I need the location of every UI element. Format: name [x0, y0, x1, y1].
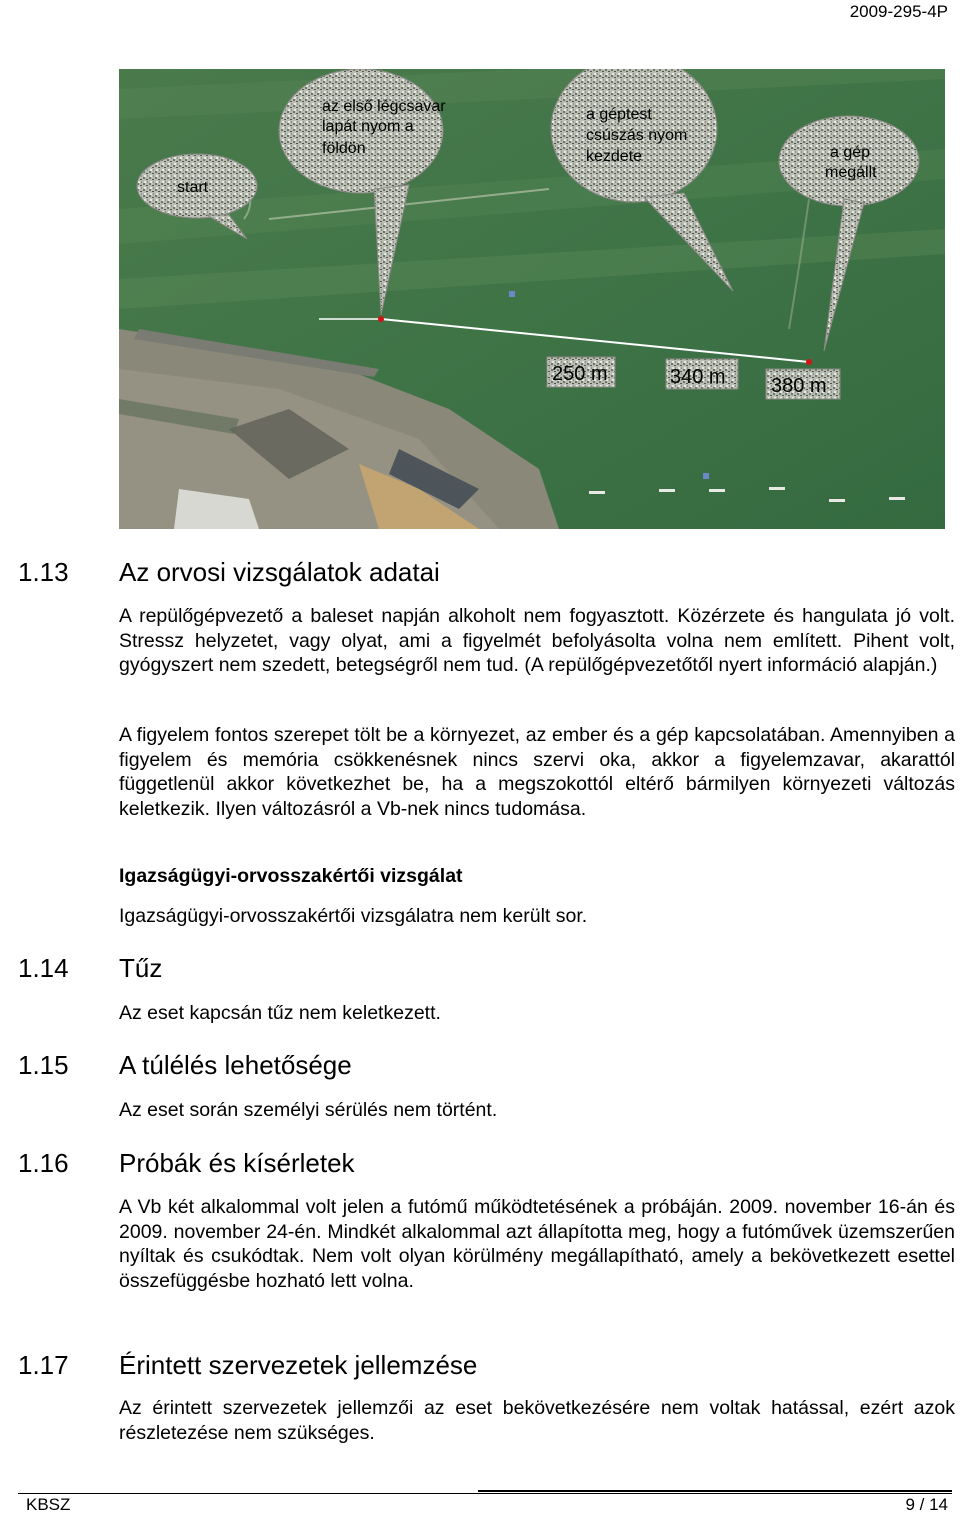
section-number-1-13: 1.13 [18, 557, 69, 587]
bubble-prop-line1: az első légcsavar [322, 98, 446, 115]
section-number-1-15: 1.15 [18, 1050, 69, 1080]
distance-380-label: 380 m [771, 375, 827, 397]
section-1-14-paragraph: Az eset kapcsán tűz nem keletkezett. [119, 1002, 441, 1024]
section-1-17-paragraph: Az érintett szervezetek jellemzői az eset bekövetkezésére nem voltak hatással, ezért azok részletezése nem szükséges. [119, 1397, 955, 1444]
section-title-1-16: Próbák és kísérletek [119, 1148, 355, 1178]
bubble-start-label: start [177, 179, 209, 196]
section-1-16-paragraph: A Vb két alkalommal volt jelen a futómű működtetésének a próbáján. 2009. november 16-án és 2009. november 24-én. Mindkét alkalommal azt állapította meg, hogy a futóművek üzemszerűen nyíltak és csukódtak. Nem volt olyan körülmény megállapítható, amely a bekövetkezett esettel összefüggésbe hozható lett volna. [119, 1196, 955, 1292]
bubble-slide-line1: a géptest [586, 106, 652, 123]
bubble-prop-line3: földön [322, 140, 366, 157]
footer-divider [18, 1493, 952, 1494]
document-code: 2009-295-4P [849, 2, 948, 21]
section-1-15-paragraph: Az eset során személyi sérülés nem történt. [119, 1099, 498, 1121]
section-title-1-14: Tűz [119, 953, 163, 983]
section-title-1-17: Érintett szervezetek jellemzése [119, 1350, 478, 1380]
section-number-1-17: 1.17 [18, 1350, 69, 1380]
section-number-1-14: 1.14 [18, 953, 69, 983]
page-number: 9 / 14 [905, 1495, 948, 1514]
bubble-slide-line3: kezdete [586, 148, 643, 165]
section-title-1-15: A túlélés lehetősége [119, 1050, 352, 1080]
distance-340-label: 340 m [670, 366, 726, 388]
aerial-photo [119, 69, 945, 529]
section-number-1-16: 1.16 [18, 1148, 69, 1178]
section-title-1-13: Az orvosi vizsgálatok adatai [119, 557, 440, 587]
bubble-stop-line2: megállt [825, 164, 877, 181]
footer-divider-thick [478, 1490, 952, 1492]
subsection-title-forensic: Igazságügyi-orvosszakértői vizsgálat [119, 865, 463, 887]
bubble-slide-line2: csúszás nyom [586, 127, 688, 144]
section-1-13-paragraph-3: Igazságügyi-orvosszakértői vizsgálatra nem került sor. [119, 905, 588, 927]
distance-250-label: 250 m [552, 363, 608, 385]
section-1-13-paragraph-2: A figyelem fontos szerepet tölt be a környezet, az ember és a gép kapcsolatában. Amennyiben a figyelem és memória csökkenésnek nincs szervi oka, akkor a figyelemzavar, akarattól függetlenül akkor következhet be, ha a megszokottól eltérő bármilyen környezeti változás keletkezik. Ilyen változásról a Vb-nek nincs tudomása. [119, 724, 955, 820]
footer-org: KBSZ [26, 1495, 71, 1514]
section-1-13-paragraph-1: A repülőgépvezető a baleset napján alkoholt nem fogyasztott. Közérzete és hangulata jó volt. Stressz helyzetet, vagy olyat, ami a figyelmét befolyásolta volna nem említett. Pihent volt, gyógyszert nem szedett, betegségről nem tud. (A repülőgépvezetőtől nyert információ alapján.) [119, 605, 955, 676]
bubble-stop-line1: a gép [830, 144, 871, 161]
bubble-prop-line2: lapát nyom a [322, 118, 414, 135]
